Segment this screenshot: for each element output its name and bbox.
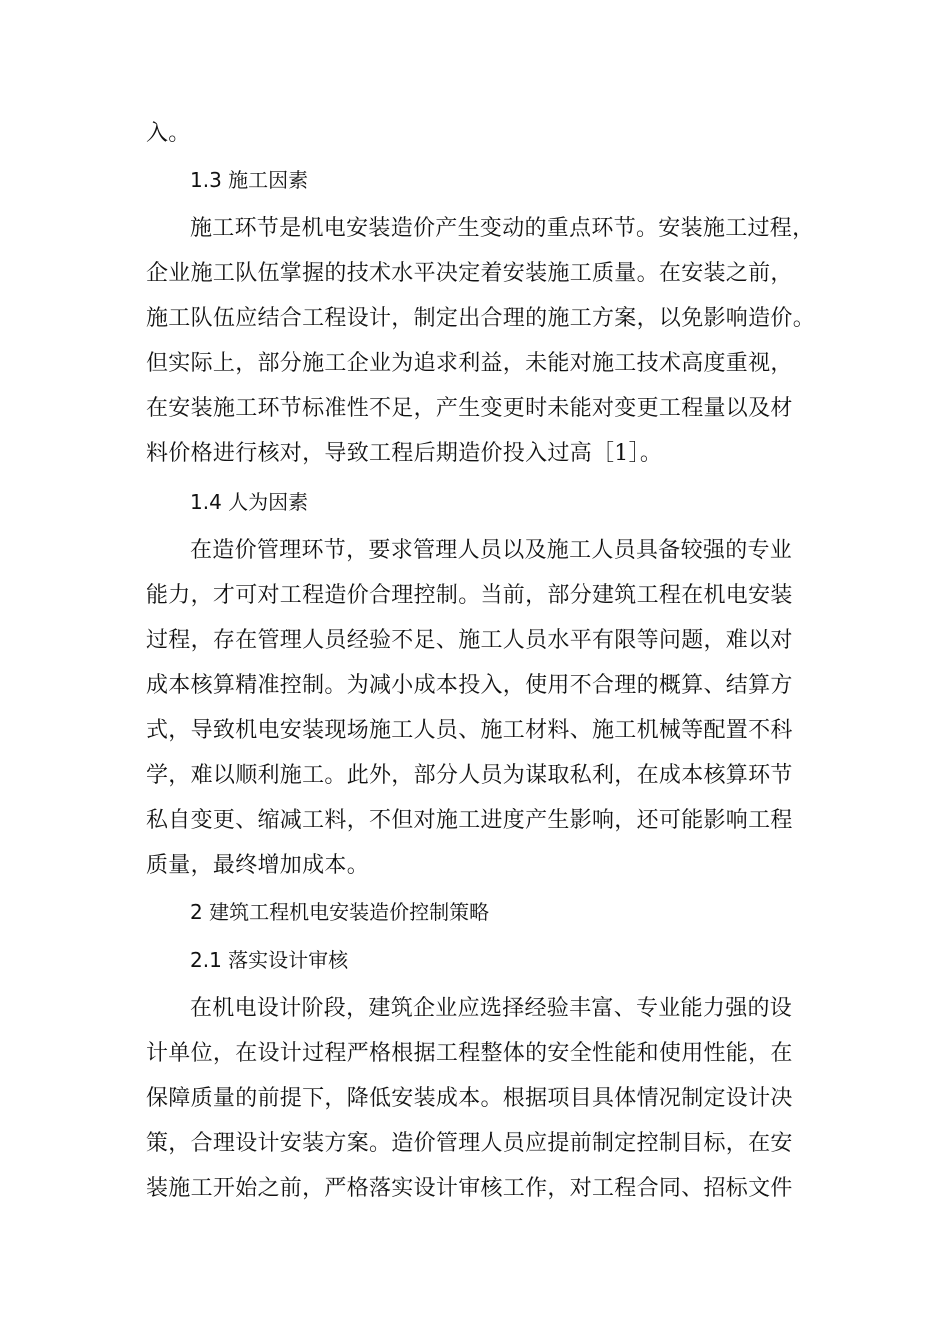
section-heading-1-4: 1.4 人为因素 (190, 490, 309, 514)
paragraph-line: 施工队伍应结合工程设计，制定出合理的施工方案，以免影响造价。 (146, 306, 816, 331)
paragraph-line: 在安装施工环节标准性不足，产生变更时未能对变更工程量以及材 (146, 396, 793, 421)
paragraph-line: 装施工开始之前，严格落实设计审核工作，对工程合同、招标文件 (146, 1176, 793, 1201)
paragraph-line: 在造价管理环节，要求管理人员以及施工人员具备较强的专业 (190, 538, 793, 563)
paragraph-line: 策，合理设计安装方案。造价管理人员应提前制定控制目标，在安 (146, 1131, 793, 1156)
paragraph-line: 质量，最终增加成本。 (146, 853, 370, 878)
paragraph-line: 料价格进行核对，导致工程后期造价投入过高［1］。 (146, 441, 663, 466)
paragraph-line: 企业施工队伍掌握的技术水平决定着安装施工质量。在安装之前， (146, 261, 793, 286)
paragraph-line: 式，导致机电安装现场施工人员、施工材料、施工机械等配置不科 (146, 718, 793, 743)
paragraph-line: 能力，才可对工程造价合理控制。当前，部分建筑工程在机电安装 (146, 583, 793, 608)
section-heading-1-3: 1.3 施工因素 (190, 168, 309, 192)
section-heading-2-1: 2.1 落实设计审核 (190, 948, 349, 972)
paragraph-line: 但实际上，部分施工企业为追求利益，未能对施工技术高度重视， (146, 351, 793, 376)
paragraph-line: 施工环节是机电安装造价产生变动的重点环节。安装施工过程， (190, 216, 815, 241)
continuation-line: 入。 (146, 121, 191, 146)
paragraph-line: 过程，存在管理人员经验不足、施工人员水平有限等问题，难以对 (146, 628, 793, 653)
section-heading-2: 2 建筑工程机电安装造价控制策略 (190, 900, 490, 924)
paragraph-line: 保障质量的前提下，降低安装成本。根据项目具体情况制定设计决 (146, 1086, 793, 1111)
paragraph-line: 在机电设计阶段，建筑企业应选择经验丰富、专业能力强的设 (190, 996, 793, 1021)
paragraph-line: 私自变更、缩减工料，不但对施工进度产生影响，还可能影响工程 (146, 808, 793, 833)
paragraph-line: 学，难以顺利施工。此外，部分人员为谋取私利，在成本核算环节 (146, 763, 793, 788)
paragraph-line: 计单位，在设计过程严格根据工程整体的安全性能和使用性能，在 (146, 1041, 793, 1066)
paragraph-line: 成本核算精准控制。为减小成本投入，使用不合理的概算、结算方 (146, 673, 793, 698)
